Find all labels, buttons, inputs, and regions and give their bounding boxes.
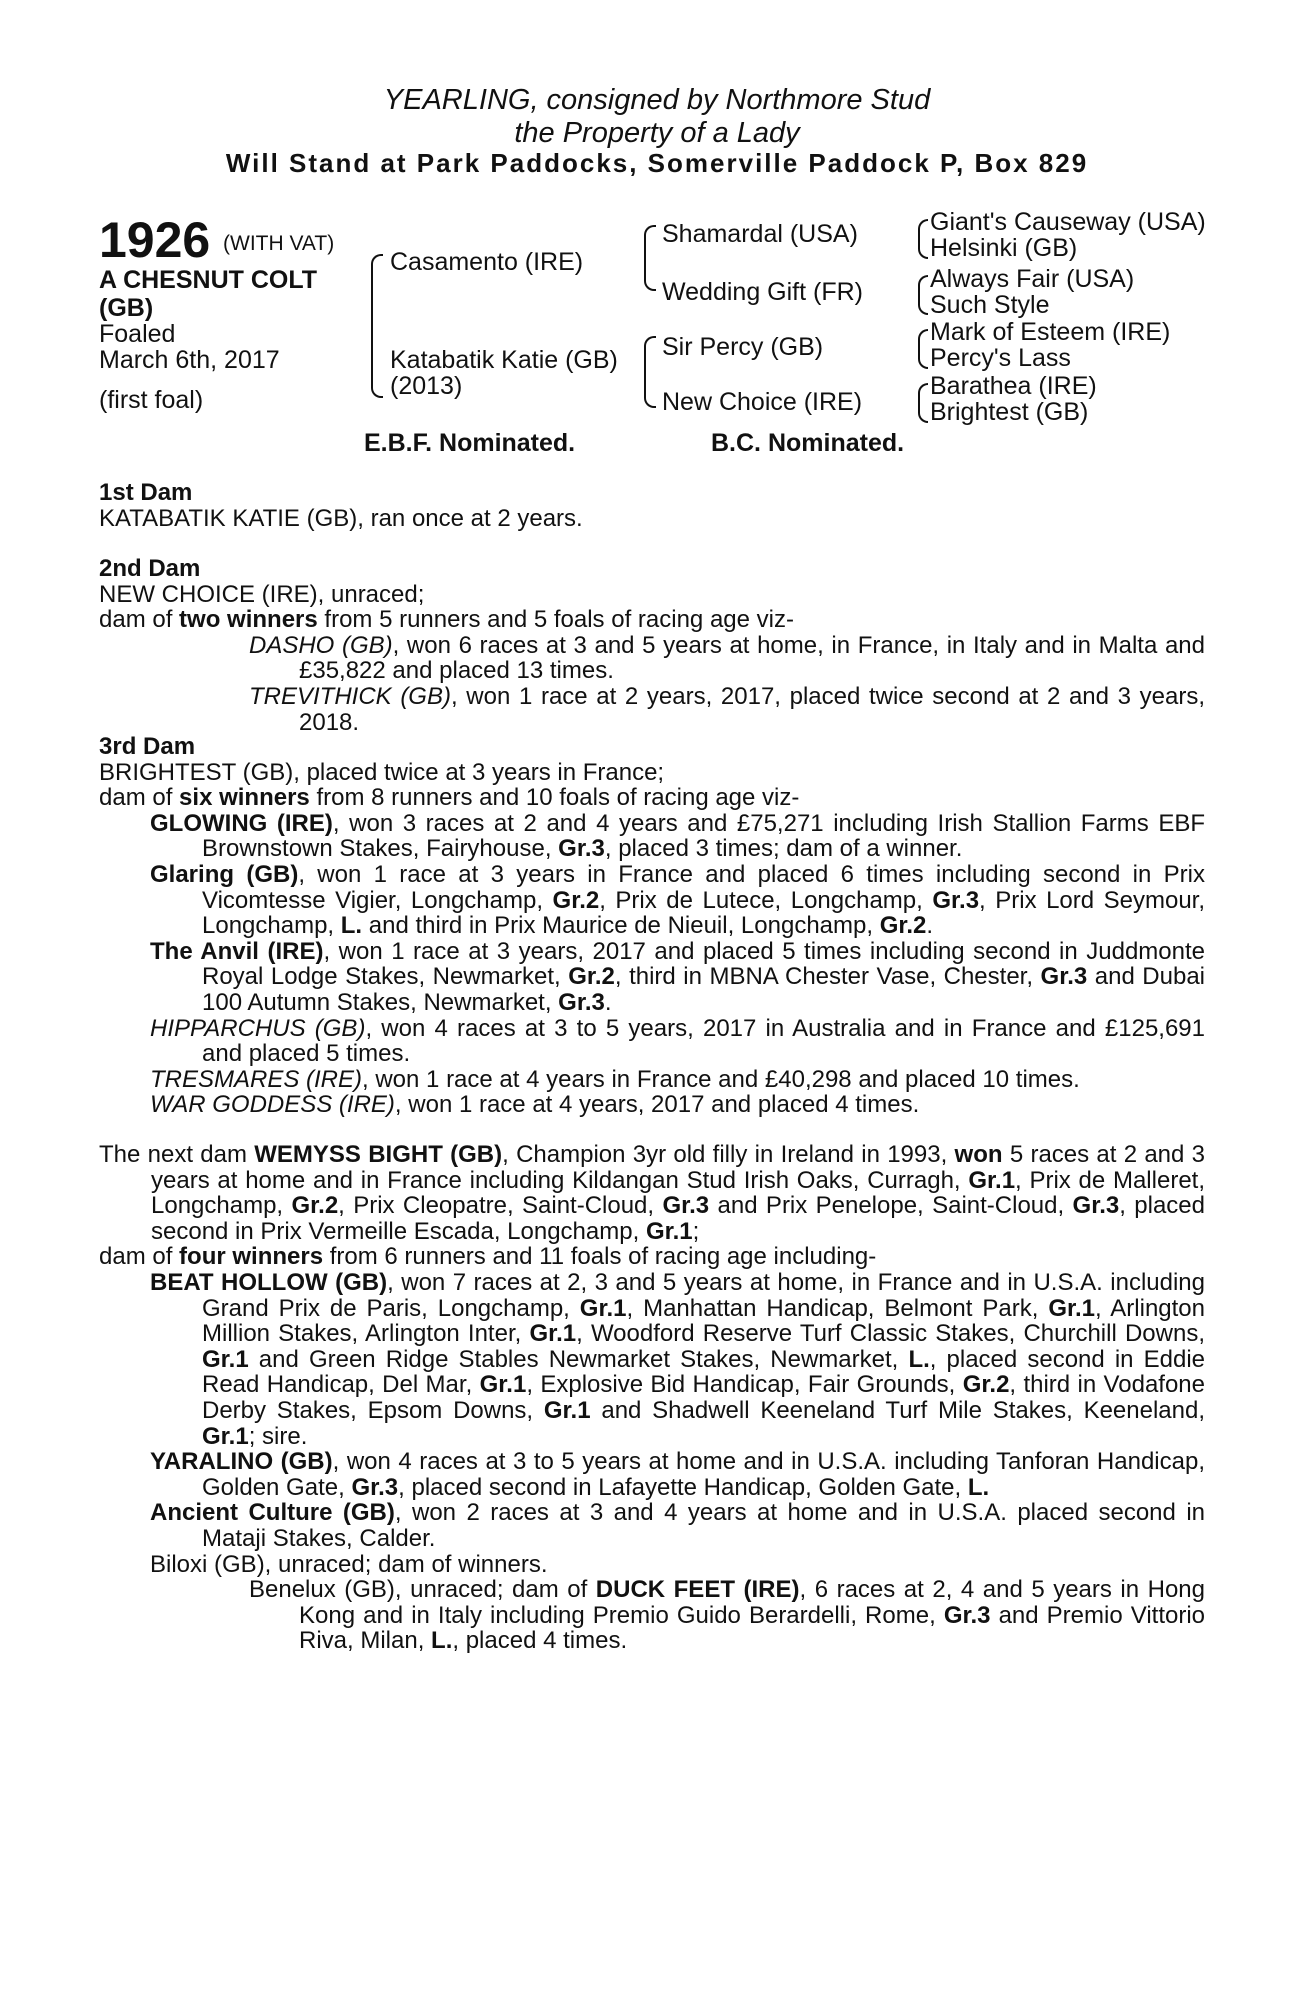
bc-nominated: B.C. Nominated. [711, 429, 905, 457]
pedigree-sire: Casamento (IRE) [390, 248, 584, 276]
third-dam-produce-5: TRESMARES (IRE), won 1 race at 4 years in France and £40,298 and placed 10 times. [150, 1065, 1080, 1093]
third-dam-section [99, 734, 1205, 1118]
pedigree-dam-year: (2013) [390, 372, 463, 400]
lot-number: 1926 [99, 212, 211, 268]
pedigree-brace-gg3 [918, 329, 928, 369]
third-dam-heading: 3rd Dam [99, 733, 196, 760]
second-dam-line: NEW CHOICE (IRE), unraced; [99, 580, 425, 608]
pedigree-dam-dam: New Choice (IRE) [662, 388, 863, 416]
pedigree-gg-3: Always Fair (USA) [930, 265, 1135, 293]
ebf-nominated: E.B.F. Nominated. [364, 429, 576, 457]
next-dam-produce-1: BEAT HOLLOW (GB), won 7 races at 2, 3 and 5 years at home, in France and in U.S.A. including Grand Prix de Paris, Longchamp, Gr.1, Manhattan Handicap, Belmont Park, Gr.1, Arlington Million Stakes, Arlington Inter, Gr.1, Woodford Reserve Turf Classic Stakes, Churchill Downs, Gr.1 and Green Ridge Stables Newmarket Stakes, Newmarket, L., placed second in Eddie Read Handicap, Del Mar, Gr.1, Explosive Bid Handicap, Fair Grounds, Gr.2, third in Vodafone Derby Stakes, Epsom Downs, Gr.1 and Shadwell Keeneland Turf Mile Stakes, Keeneland, Gr.1; sire. [150, 1268, 1206, 1450]
foaled-label: Foaled [99, 320, 176, 348]
pedigree-gg-7: Barathea (IRE) [930, 372, 1097, 400]
pedigree-brace-parents [371, 254, 383, 398]
pedigree-gg-4: Such Style [930, 291, 1050, 319]
second-dam-produce-1: DASHO (GB), won 6 races at 3 and 5 years at home, in France, in Italy and in Malta and £35,822 and placed 13 times. [249, 631, 1205, 685]
second-dam-section [99, 556, 1205, 735]
pedigree-gg-2: Helsinki (GB) [930, 234, 1078, 262]
header-property: the Property of a Lady [514, 117, 800, 149]
foaled-date: March 6th, 2017 [99, 346, 280, 374]
header-location: Will Stand at Park Paddocks, Somerville Paddock P, Box 829 [225, 148, 1089, 178]
pedigree-sire-sire: Shamardal (USA) [662, 220, 858, 248]
next-dam-produce-2: YARALINO (GB), won 4 races at 3 to 5 years at home and in U.S.A. including Tanforan Handicap, Golden Gate, Gr.3, placed second in Lafayette Handicap, Golden Gate, L. [150, 1448, 1205, 1501]
pedigree-gg-8: Brightest (GB) [930, 398, 1089, 426]
pedigree-gg-6: Percy's Lass [930, 344, 1071, 372]
lot-note: (first foal) [99, 386, 204, 414]
lot-vat: (WITH VAT) [223, 232, 335, 255]
pedigree-brace-gg2 [918, 275, 928, 315]
first-dam-heading: 1st Dam [99, 479, 193, 506]
third-dam-produce-4: HIPPARCHUS (GB), won 4 races at 3 to 5 years, 2017 in Australia and in France and £125,691 and placed 5 times. [150, 1014, 1206, 1068]
third-dam-produce-6: WAR GODDESS (IRE), won 1 race at 4 years, 2017 and placed 4 times. [150, 1091, 920, 1119]
pedigree-gg-1: Giant's Causeway (USA) [930, 208, 1206, 236]
pedigree-dam: Katabatik Katie (GB) [390, 346, 618, 374]
next-dam-produce-4: Biloxi (GB), unraced; dam of winners. [150, 1550, 548, 1578]
next-dam-section [99, 1142, 1205, 1654]
third-dam-line: BRIGHTEST (GB), placed twice at 3 years in France; [99, 758, 665, 786]
pedigree-brace-gg4 [918, 383, 928, 423]
pedigree-brace-dam [644, 336, 656, 408]
lot-description: A CHESNUT COLT [99, 266, 318, 294]
first-dam-section [99, 480, 1205, 531]
pedigree-gg-5: Mark of Esteem (IRE) [930, 318, 1171, 346]
second-dam-produce-2: TREVITHICK (GB), won 1 race at 2 years, 2017, placed twice second at 2 and 3 years, 2018. [249, 682, 1205, 736]
third-dam-produce-3: The Anvil (IRE), won 1 race at 3 years, 2017 and placed 5 times including second in Juddmonte Royal Lodge Stakes, Newmarket, Gr.2, third in MBNA Chester Vase, Chester, Gr.3 and Dubai 100 Autumn Stakes, Newmarket, Gr.3. [150, 937, 1206, 1016]
third-dam-produce-summary: dam of six winners from 8 runners and 10 foals of racing age viz- [99, 784, 800, 812]
next-dam-grandproduce-1: Benelux (GB), unraced; dam of DUCK FEET (IRE), 6 races at 2, 4 and 5 years in Hong Kong and in Italy including Premio Guido Berardelli, Rome, Gr.3 and Premio Vittorio Riva, Milan, L., placed 4 times. [249, 1576, 1206, 1655]
pedigree-sire-dam: Wedding Gift (FR) [662, 278, 863, 306]
pedigree-brace-gg1 [918, 219, 928, 259]
next-dam-produce-3: Ancient Culture (GB), won 2 races at 3 and 4 years at home and in U.S.A. placed second in Mataji Stakes, Calder. [150, 1499, 1205, 1552]
lot-description-origin: (GB) [99, 294, 154, 322]
second-dam-produce-summary: dam of two winners from 5 runners and 5 foals of racing age viz- [99, 606, 794, 634]
header-consignor: YEARLING, consigned by Northmore Stud [383, 84, 931, 116]
pedigree-brace-sire [644, 225, 656, 291]
pedigree-dam-sire: Sir Percy (GB) [662, 333, 824, 361]
third-dam-produce-2: Glaring (GB), won 1 race at 3 years in France and placed 6 times including second in Prix Vicomtesse Vigier, Longchamp, Gr.2, Prix de Lutece, Longchamp, Gr.3, Prix Lord Seymour, Longchamp, L. and third in Prix Maurice de Nieuil, Longchamp, Gr.2. [150, 860, 1206, 940]
next-dam-produce-summary: dam of four winners from 6 runners and 11 foals of racing age including- [99, 1243, 877, 1271]
first-dam-text: KATABATIK KATIE (GB), ran once at 2 years. [99, 504, 583, 532]
third-dam-produce-1: GLOWING (IRE), won 3 races at 2 and 4 years and £75,271 including Irish Stallion Farms EBF Brownstown Stakes, Fairyhouse, Gr.3, placed 3 times; dam of a winner. [150, 809, 1205, 863]
next-dam-line: The next dam WEMYSS BIGHT (GB), Champion 3yr old filly in Ireland in 1993, won 5 races at 2 and 3 years at home and in France including Kildangan Stud Irish Oaks, Curragh, Gr.1, Prix de Malleret, Longchamp, Gr.2, Prix Cleopatre, Saint-Cloud, Gr.3 and Prix Penelope, Saint-Cloud, Gr.3, placed second in Prix Vermeille Escada, Longchamp, Gr.1; [99, 1141, 1206, 1245]
second-dam-heading: 2nd Dam [99, 555, 201, 582]
